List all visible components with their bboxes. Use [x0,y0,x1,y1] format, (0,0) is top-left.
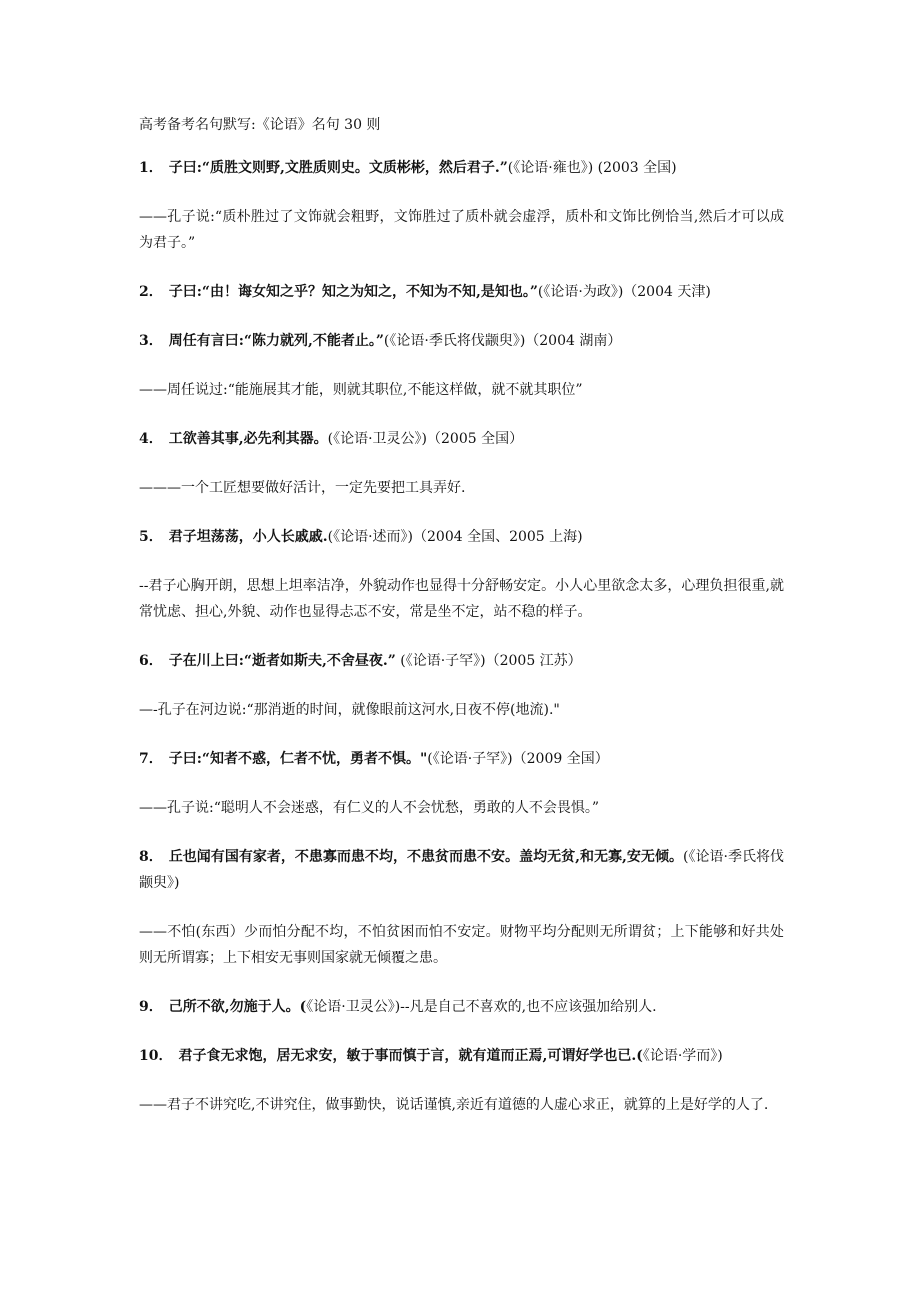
quote-number: 2． [139,284,163,300]
quote-number: 4． [139,431,163,447]
translation-paragraph: ——周任说过:“能施展其才能，则就其职位,不能这样做，就不就其职位” [139,382,583,398]
document-title: 高考备考名句默写:《论语》名句 30 则 [139,117,381,133]
quote-number: 9． [139,999,163,1015]
entries-list [139,155,784,1118]
quote-number: 6． [139,653,163,669]
translation-paragraph: --君子心胸开朗，思想上坦率洁净，外貌动作也显得十分舒畅安定。小人心里欲念太多，心理负担很重,就常忧虑、担心,外貌、动作也显得忐忑不安，常是坐不定，站不稳的样子。 [139,578,784,620]
translation-paragraph: ——孔子说:“质朴胜过了文饰就会粗野，文饰胜过了质朴就会虚浮，质朴和文饰比例恰当,然后才可以成为君子。” [139,209,784,251]
quote-number: 3． [139,333,163,349]
quote-number: 5． [139,529,163,545]
quote-number: 10． [139,1048,173,1064]
quote-source: (《论语·雍也》) (2003 全国) [507,160,677,176]
quote-text: 子在川上曰:“逝者如斯夫,不舍昼夜.” [168,653,396,669]
quote-paragraph [139,155,784,181]
quote-source: (《论语·子罕》)（2005 江苏） [395,653,582,669]
quote-paragraph [139,1043,784,1069]
quote-paragraph [139,994,784,1020]
document-page [139,112,784,1141]
quote-paragraph [139,279,784,305]
translation-paragraph: ——不怕(东西）少而怕分配不均，不怕贫困而怕不安定。财物平均分配则无所谓贫；上下能够和好共处则无所谓寡；上下相安无事则国家就无倾覆之患。 [139,924,784,966]
quote-paragraph [139,648,784,674]
quote-number: 7． [139,751,163,767]
quote-source: (《论语·季氏将伐颛臾》) [139,849,784,891]
quote-source: 《论语·卫灵公》)--凡是自己不喜欢的,也不应该强加给别人. [306,999,657,1015]
quote-text: 丘也闻有国有家者，不患寡而患不均，不患贫而患不安。盖均无贫,和无寡,安无倾。 [168,849,683,865]
quote-text: 己所不欲,勿施于人。( [168,999,307,1015]
translation-paragraph: ——孔子说:“聪明人不会迷惑，有仁义的人不会忧愁，勇敢的人不会畏惧。” [139,800,600,816]
translation-paragraph: —-孔子在河边说:“那消逝的时间，就像眼前这河水,日夜不停(地流)." [139,702,560,718]
quote-source: (《论语·卫灵公》)（2005 全国） [327,431,524,447]
quote-text: 君子坦荡荡，小人长戚戚. [168,529,328,545]
quote-text: 子曰:“由！诲女知之乎？知之为知之，不知为不知,是知也。” [168,284,538,300]
quote-paragraph [139,426,784,452]
quote-number: 1． [139,160,163,176]
translation-paragraph: ———一个工匠想要做好活计，一定先要把工具弄好. [139,480,466,496]
quote-number: 8． [139,849,163,865]
quote-source: (《论语·为政》)（2004 天津) [537,284,711,300]
quote-text: 周任有言曰:“陈力就列,不能者止。” [168,333,384,349]
quote-paragraph [139,328,784,354]
quote-paragraph [139,524,784,550]
translation-paragraph: ——君子不讲究吃,不讲究住，做事勤快，说话谨慎,亲近有道德的人虚心求正，就算的上是好学的人了. [139,1097,769,1113]
quote-text: 工欲善其事,必先利其器。 [168,431,328,447]
quote-text: 君子食无求饱，居无求安，敏于事而慎于言，就有道而正焉,可谓好学也已.( [178,1048,643,1064]
quote-text: 子曰:“知者不惑，仁者不忧，勇者不惧。" [168,751,428,767]
quote-text: 子曰:“质胜文则野,文胜质则史。文质彬彬，然后君子.” [168,160,508,176]
quote-source: (《论语·述而》)（2004 全国、2005 上海) [327,529,583,545]
quote-source: (《论语·子罕》)（2009 全国） [427,751,609,767]
quote-source: (《论语·季氏将伐颛臾》)（2004 湖南） [383,333,622,349]
quote-source: 《论语·学而》) [642,1048,723,1064]
quote-paragraph [139,844,784,896]
quote-paragraph [139,746,784,772]
